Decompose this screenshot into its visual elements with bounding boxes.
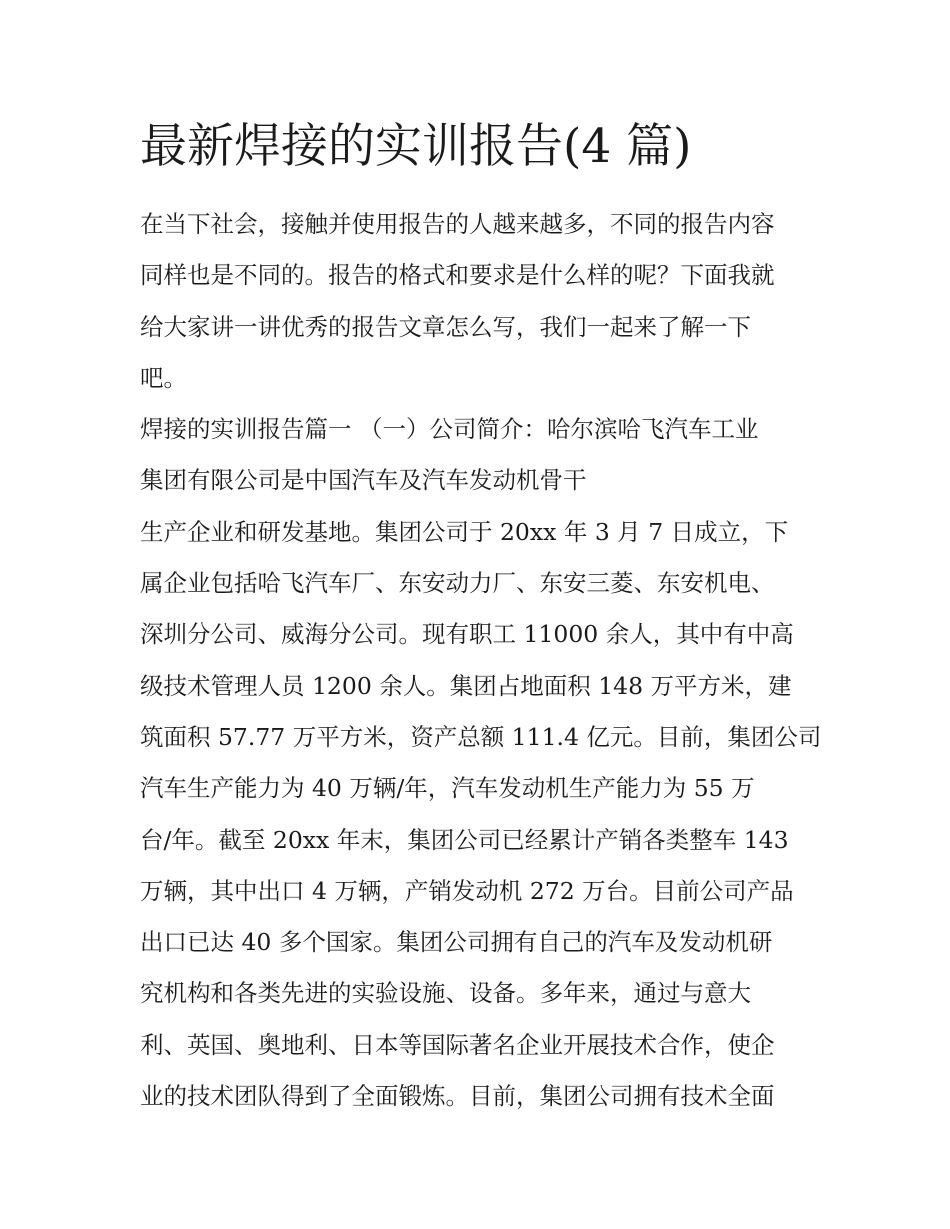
document-title: 最新焊接的实训报告(4 篇) <box>140 119 692 174</box>
body-line: 筑面积 57.77 万平方米，资产总额 111.4 亿元。目前，集团公司 <box>140 722 822 751</box>
body-line: 给大家讲一讲优秀的报告文章怎么写，我们一起来了解一下 <box>140 312 751 341</box>
body-line: 万辆，其中出口 4 万辆，产销发动机 272 万台。目前公司产品 <box>140 876 794 905</box>
body-line: 深圳分公司、威海分公司。现有职工 11000 余人，其中有中高 <box>140 620 794 649</box>
body-line: 集团有限公司是中国汽车及汽车发动机骨干 <box>140 466 587 495</box>
body-line: 利、英国、奥地利、日本等国际著名企业开展技术合作，使企 <box>140 1030 775 1059</box>
body-line: 究机构和各类先进的实验设施、设备。多年来，通过与意大 <box>140 979 751 1008</box>
body-line: 业的技术团队得到了全面锻炼。目前，集团公司拥有技术全面 <box>140 1082 775 1111</box>
body-line: 级技术管理人员 1200 余人。集团占地面积 148 万平方米，建 <box>140 671 792 700</box>
body-line: 吧。 <box>140 363 187 392</box>
body-line: 属企业包括哈飞汽车厂、东安动力厂、东安三菱、东安机电、 <box>140 569 775 598</box>
body-line: 在当下社会，接触并使用报告的人越来越多，不同的报告内容 <box>140 210 775 238</box>
body-line: 汽车生产能力为 40 万辆/年，汽车发动机生产能力为 55 万 <box>140 774 755 803</box>
document-body <box>140 199 830 1122</box>
body-line: 焊接的实训报告篇一 （一）公司简介：哈尔滨哈飞汽车工业 <box>140 415 759 444</box>
body-line: 出口已达 40 多个国家。集团公司拥有自己的汽车及发动机研 <box>140 928 773 957</box>
body-line: 台/年。截至 20xx 年末，集团公司已经累计产销各类整车 143 <box>140 825 789 854</box>
body-line: 生产企业和研发基地。集团公司于 20xx 年 3 月 7 日成立，下 <box>140 517 789 546</box>
body-line: 同样也是不同的。报告的格式和要求是什么样的呢？下面我就 <box>140 261 775 290</box>
